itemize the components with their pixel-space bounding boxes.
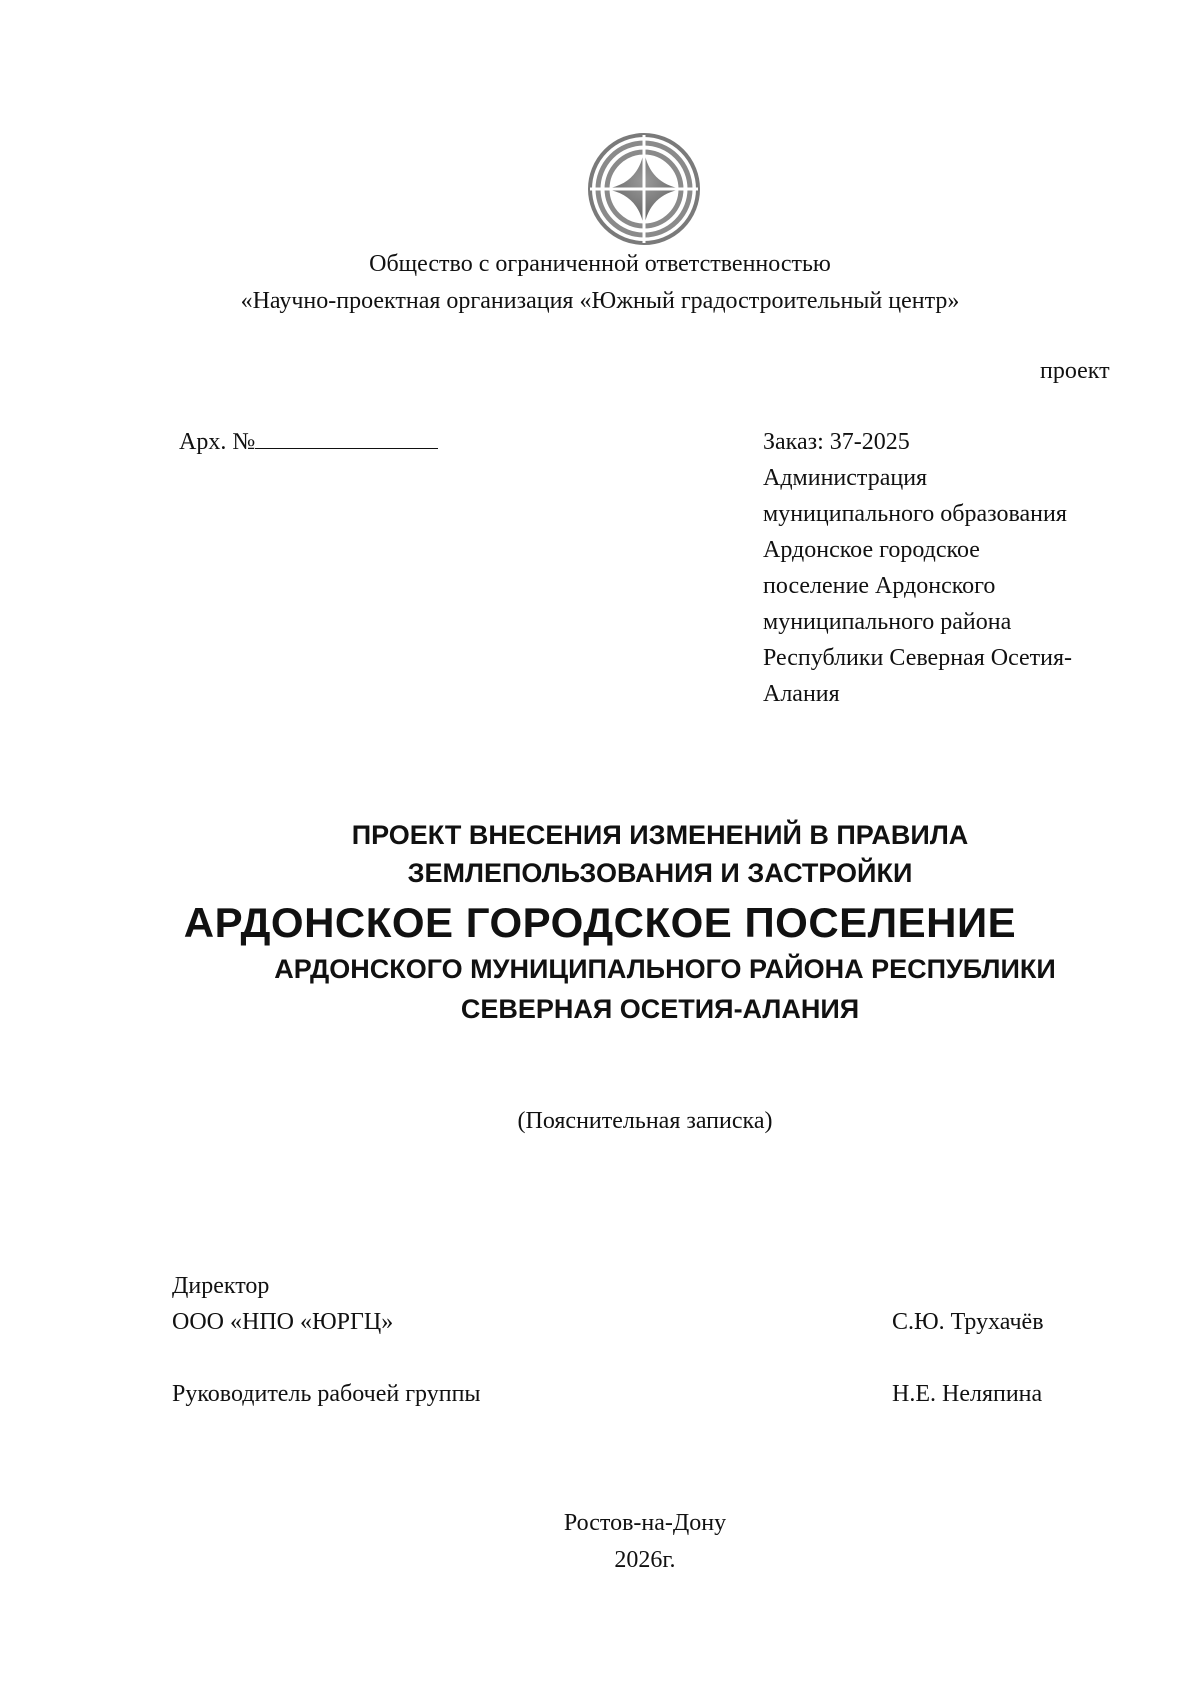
title-line-4: АРДОНСКОГО МУНИЦИПАЛЬНОГО РАЙОНА РЕСПУБЛИКИ — [274, 954, 1056, 984]
customer-line: муниципального района — [763, 609, 1012, 635]
group-lead-name: Н.Е. Неляпина — [892, 1381, 1043, 1407]
director-title: Директор — [172, 1273, 270, 1299]
director-organization: ООО «НПО «ЮРГЦ» — [172, 1309, 394, 1335]
customer-line: Алания — [763, 681, 840, 707]
title-line-2: ЗЕМЛЕПОЛЬЗОВАНИЯ И ЗАСТРОЙКИ — [407, 858, 913, 888]
director-name: С.Ю. Трухачёв — [892, 1309, 1044, 1335]
footer-year: 2026г. — [614, 1547, 676, 1573]
company-logo-icon — [588, 133, 700, 245]
customer-line: поселение Ардонского — [763, 573, 996, 599]
archive-number-field — [179, 424, 438, 460]
document-status: проект — [1040, 358, 1110, 384]
title-line-5: СЕВЕРНАЯ ОСЕТИЯ-АЛАНИЯ — [460, 994, 860, 1024]
customer-line: Республики Северная Осетия- — [763, 645, 1073, 671]
customer-line: Ардонское городское — [763, 537, 980, 563]
order-number: Заказ: 37-2025 — [763, 429, 910, 455]
organization-line-1: Общество с ограниченной ответственностью — [369, 251, 831, 277]
group-lead-title: Руководитель рабочей группы — [172, 1381, 481, 1407]
document-type: (Пояснительная записка) — [517, 1108, 773, 1134]
order-block — [763, 424, 1183, 712]
customer-line: Администрация — [763, 465, 928, 491]
customer-line: муниципального образования — [763, 501, 1067, 527]
archive-label: Арх. № — [179, 429, 256, 455]
footer-city: Ростов-на-Дону — [563, 1510, 727, 1536]
title-main: АРДОНСКОЕ ГОРОДСКОЕ ПОСЕЛЕНИЕ — [183, 899, 1017, 946]
organization-line-2: «Научно-проектная организация «Южный градостроительный центр» — [240, 288, 960, 314]
archive-blank-line — [255, 426, 438, 449]
title-line-1: ПРОЕКТ ВНЕСЕНИЯ ИЗМЕНЕНИЙ В ПРАВИЛА — [351, 820, 969, 850]
